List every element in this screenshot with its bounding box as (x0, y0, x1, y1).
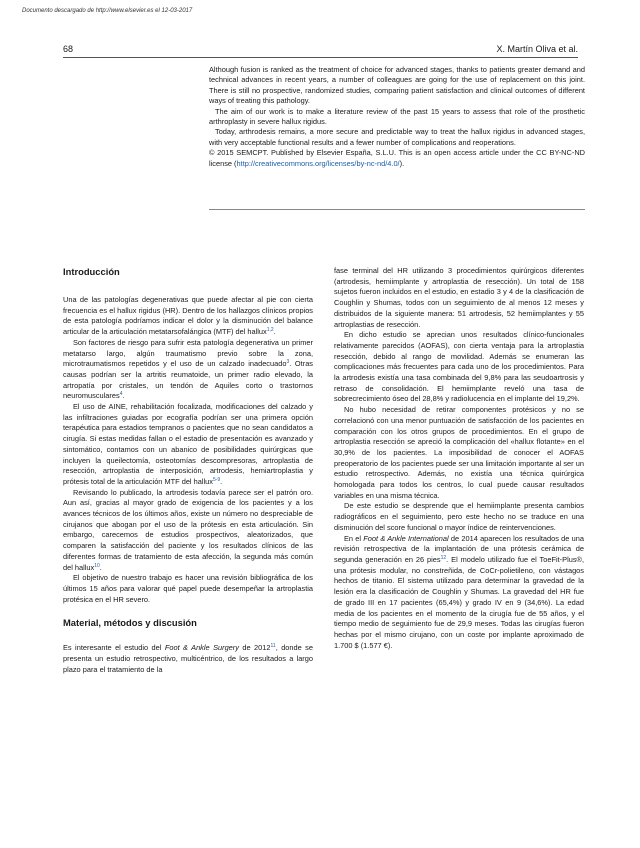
english-abstract (209, 65, 585, 169)
intro-paragraph-4: Revisando lo publicado, la artrodesis todavía parece ser el patrón oro. Aun así, gracias al mayor grado de exigencia de los pacientes y a los avances técnicos de los últimos años, existe un número no despreciable de cirujanos que abogan por el uso de la prótesis en esta articulación. Sin embargo, carecemos de estudios prospectivos, aleatorizados, que comparen la satisfacción del paciente y los resultados clínicos de las diferentes formas de tratamiento de esta afección, la segunda más común del hallux$^{10}$. (63, 487, 313, 572)
right-paragraph-5: En el Foot & Ankle International de 2014 aparecen los resultados de una revisión retrospectiva de la implantación de una prótesis cerámica de segunda generación en 26 pies$^{12}$. El modelo utilizado fue el ToeFit-Plus®, una prótesis modular, no constreñida, de CoCr-polietileno, con vástagos hechos de titanio. El sistema utilizado para determinar la gravedad de la lesión era la clasificación de Coughlin y Shumas. La gravedad del HR fue de grado III en 17 pacientes (65,4%) y grado IV en 9 (34,6%). La edad media de los pacientes en el momento de la cirugía fue de 55 años, y el tiempo medio de seguimiento fue de 29,9 meses. Todas las cirugías fueron hechas por el mismo cirujano, con un coste por implante aproximado de 1.700 $ (1.577 €). (334, 533, 585, 650)
methods-paragraph-1: Es interesante el estudio del Foot & Ankle Surgery de 2012$^{11}$, donde se presenta un estudio retrospectivo, multicéntrico, de los resultados a largo plazo para el tratamiento de la (63, 643, 313, 674)
right-paragraph-3: No hubo necesidad de retirar componentes protésicos y no se correlacionó con una menor puntuación de satisfacción de los pacientes en comparación con los otros grupos de procedimientos. En el grupo de artroplastia resección se apreció la complicación del «hallux flotante» en el 30,9% de los pacientes. La imposibilidad de conocer el AOFAS preoperatorio de los pacientes puede ser una limitación importante al ser un estudio retrospectivo. Además, no existía una técnica quirúrgica homologada para todos los centros, lo cual puede causar resultados variables en una misma técnica. (334, 405, 584, 500)
journal-name: Foot & Ankle International (363, 533, 449, 543)
right-paragraph-4: De este estudio se desprende que el hemiimplante presenta cambios radiográficos en el seguimiento, pero este hecho no se traduce en una disminución del score funcional o mayor índice de reintervenciones. (334, 501, 584, 532)
intro-paragraph-3: El uso de AINE, rehabilitación focalizada, modificaciones del calzado y las infiltraciones guiadas por ecografía podrían ser una primera opción terapéutica para estadios tempranos o pacientes que no sean candidatos a cirugía. Si estas medidas fallan o el estadio de presentación es avanzado y sintomático, contamos con un abanico de posibilidades quirúrgicas que incluyen la queilectomía, osteotomías descompresoras, artroplastia de resección, artroplastia de interposición, artrodesis, hemiartroplastia y prótesis total de la articulación MTF del hallux$^{5-9}$. (63, 402, 313, 486)
ref-link[interactable]: 3 (286, 359, 290, 366)
ref-link[interactable]: 11 (270, 643, 276, 650)
intro-paragraph-2: Son factores de riesgo para sufrir esta patología degenerativa un primer metatarso largo, algún traumatismo previo sobre la zona, microtraumatismos repetidos y el uso de un calzado inadecuado$^3$. Otras causas podrían ser la artritis reumatoide, un primer radio elevado, la artropatía por cristales, un tendón de Aquiles corto o trastornos neuromusculares$^4$. (63, 337, 313, 401)
ref-link[interactable]: 1,2 (266, 327, 274, 334)
running-head-authors: X. Martín Oliva et al. (496, 44, 578, 54)
left-column (63, 266, 313, 676)
heading-introduccion: Introducción (63, 266, 120, 277)
abstract-paragraph-2: The aim of our work is to make a literature review of the past 15 years to assess that role of the prosthetic arthroplasty in severe hallux rigidus. (209, 106, 585, 127)
page-number: 68 (63, 44, 74, 54)
ref-link[interactable]: 12 (440, 554, 447, 561)
copyright-line (209, 148, 585, 169)
header-rule (63, 57, 578, 58)
intro-paragraph-1: Una de las patologías degenerativas que puede afectar al pie con cierta frecuencia es el hallux rigidus (HR). Dentro de los hallazgos clínicos propios de esta patología podríamos indicar el dolor y la disminución del balance articular de la articulación metatarsofalángica (MTF) del hallux$^{1,2}$. (63, 295, 313, 337)
journal-name: Foot & Ankle Surgery (164, 643, 239, 653)
download-note: Documento descargado de http://www.elsevier.es el 12-03-2017 (22, 8, 193, 14)
ref-link[interactable]: 5-9 (212, 476, 221, 483)
intro-paragraph-5: El objetivo de nuestro trabajo es hacer una revisión bibliográfica de los últimos 15 años para valorar qué papel puede desempeñar la artroplastia protésica en el HR severo. (63, 573, 313, 604)
right-paragraph-2: En dicho estudio se aprecian unos resultados clínico-funcionales relativamente parecidos (AOFAS), con cierta ventaja para la artroplastia resección, debido al rango de movilidad. Además se enumeran las complicaciones más frecuentes para cada uno de los procedimientos. Para la artrodesis existía una tasa combinada del 9,8% para las seudoartrosis y retraso de consolidación. El hemiimplante reveló una tasa de sobrecrecimiento óseo del 28,8% y radiolucencia en el implante del 19,2%. (334, 330, 584, 404)
abstract-paragraph-1: Although fusion is ranked as the treatment of choice for advanced stages, thanks to patients greater demand and technical advances in recent years, a number of colleagues are going for the use of replacement on this joint. There is still no prospective, randomized studies, comparing patient satisfaction and clinical outcomes of different ways of treating this pathology. (209, 65, 585, 106)
abstract-paragraph-3: Today, arthrodesis remains, a more secure and predictable way to treat the hallux rigidus in advanced stages, with very acceptable functional results and a fewer number of complications and reoperations. (209, 127, 585, 147)
abstract-rule (209, 209, 585, 210)
ref-link[interactable]: 4 (119, 391, 123, 398)
copyright-text: © 2015 SEMCPT. Published by Elsevier España, S.L.U. This is an open access article under the CC BY-NC-ND license ( (209, 148, 585, 168)
ref-link[interactable]: 10 (94, 562, 100, 569)
right-column (334, 266, 584, 651)
heading-material-metodos: Material, métodos y discusión (63, 617, 197, 629)
copyright-end: ). (399, 158, 405, 168)
license-link[interactable]: http://creativecommons.org/licenses/by-nc-nd/4.0/ (236, 158, 400, 168)
right-paragraph-1: fase terminal del HR utilizando 3 procedimientos quirúrgicos diferentes (artrodesis, hemiimplante y artroplastia de resección). Un total de 158 sujetos fueron incluidos en el estudio, en estadio 3 y 4 de la clasificación de Coughlin y Shumas, todos con un seguimiento de al menos 12 meses y distribuidos de la siguiente manera: 51 artrodesis, 52 hemiimplantes y 55 artroplastias de resección. (334, 266, 584, 329)
